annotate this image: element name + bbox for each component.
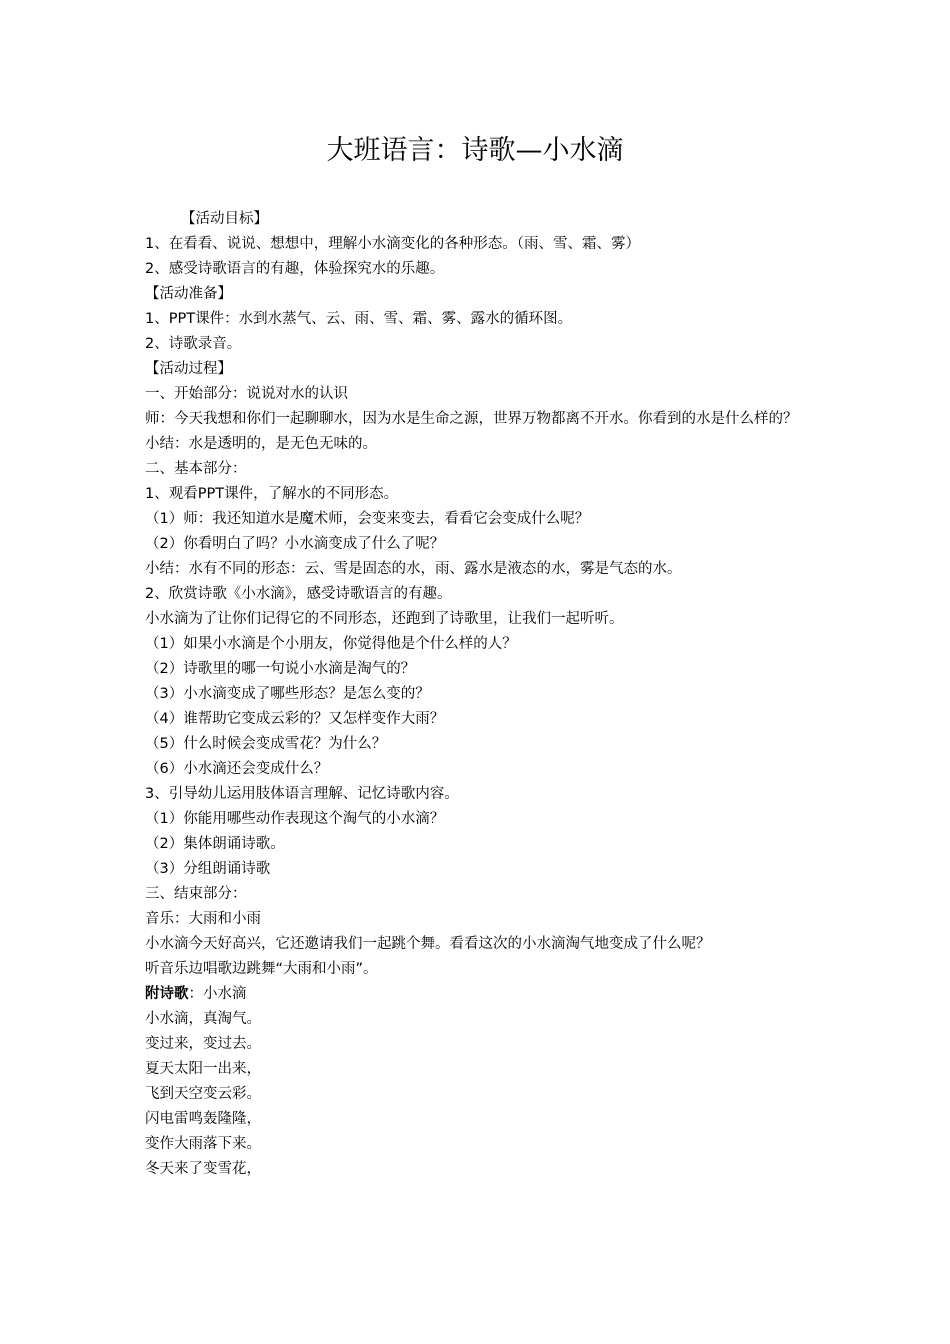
step-2-intro: 小水滴为了让你们记得它的不同形态，还跑到了诗歌里，让我们一起听听。 bbox=[145, 611, 624, 627]
step-2: 2、欣赏诗歌《小水滴》，感受诗歌语言的有趣。 bbox=[145, 586, 452, 602]
poem-heading bbox=[145, 982, 815, 1007]
poem-line-2: 变过来，变过去。 bbox=[145, 1036, 261, 1052]
step-3-item-2: （2）集体朗诵诗歌。 bbox=[145, 836, 285, 852]
poem-line-6: 变作大雨落下来。 bbox=[145, 1136, 261, 1152]
section-heading-process: 【活动过程】 bbox=[145, 361, 232, 377]
summary-line-1: 小结：水是透明的，是无色无味的。 bbox=[145, 436, 377, 452]
preparation-item-1: 1、PPT课件：水到水蒸气、云、雨、雪、霜、雾、露水的循环图。 bbox=[145, 311, 573, 327]
step-1-question-1: （1）师：我还知道水是魔术师，会变来变去，看看它会变成什么呢？ bbox=[145, 511, 590, 527]
ending-line-1: 小水滴今天好高兴，它还邀请我们一起跳个舞。看看这次的小水滴淘气地变成了什么呢？ bbox=[145, 936, 711, 952]
ending-line-2: 听音乐边唱歌边跳舞“大雨和小雨”。 bbox=[145, 961, 378, 977]
poem-line-3: 夏天太阳一出来， bbox=[145, 1061, 261, 1077]
teacher-question-paragraph: 师：今天我想和你们一起聊聊水，因为水是生命之源，世界万物都离不开水。你看到的水是什么样的？ bbox=[145, 411, 798, 427]
process-part-1-heading: 一、开始部分：说说对水的认识 bbox=[145, 386, 348, 402]
poem-line-1: 小水滴，真淘气。 bbox=[145, 1011, 261, 1027]
poem-line-5: 闪电雷鸣轰隆隆， bbox=[145, 1111, 261, 1127]
step-3-item-1: （1）你能用哪些动作表现这个淘气的小水滴？ bbox=[145, 811, 445, 827]
step-2-question-1: （1）如果小水滴是个小朋友，你觉得他是个什么样的人？ bbox=[145, 636, 517, 652]
goal-item-2: 2、感受诗歌语言的有趣，体验探究水的乐趣。 bbox=[145, 261, 445, 277]
section-heading-preparation: 【活动准备】 bbox=[145, 286, 232, 302]
step-3: 3、引导幼儿运用肢体语言理解、记忆诗歌内容。 bbox=[145, 786, 459, 802]
poem-line-7: 冬天来了变雪花， bbox=[145, 1161, 261, 1177]
poem-line-4: 飞到天空变云彩。 bbox=[145, 1086, 261, 1102]
document-title: 大班语言：诗歌—小水滴 bbox=[326, 135, 624, 166]
section-heading-goals: 【活动目标】 bbox=[181, 211, 268, 227]
poem-heading-label: 附诗歌 bbox=[145, 986, 189, 1002]
step-2-question-4: （4）谁帮助它变成云彩的？又怎样变作大雨？ bbox=[145, 711, 445, 727]
goal-item-1: 1、在看看、说说、想想中，理解小水滴变化的各种形态。（雨、雪、霜、雾） bbox=[145, 236, 640, 252]
step-3-item-3: （3）分组朗诵诗歌 bbox=[145, 861, 271, 877]
document-body bbox=[145, 207, 815, 1182]
music-line: 音乐：大雨和小雨 bbox=[145, 911, 261, 927]
step-2-question-5: （5）什么时候会变成雪花？为什么？ bbox=[145, 736, 387, 752]
summary-line-2: 小结：水有不同的形态：云、雪是固态的水，雨、露水是液态的水，雾是气态的水。 bbox=[145, 561, 682, 577]
preparation-item-2: 2、诗歌录音。 bbox=[145, 336, 242, 352]
step-1-question-2: （2）你看明白了吗？小水滴变成了什么了呢？ bbox=[145, 536, 445, 552]
step-2-question-2: （2）诗歌里的哪一句说小水滴是淘气的？ bbox=[145, 661, 416, 677]
step-2-question-6: （6）小水滴还会变成什么？ bbox=[145, 761, 329, 777]
step-1: 1、观看PPT课件，了解水的不同形态。 bbox=[145, 486, 399, 502]
poem-heading-title: ：小水滴 bbox=[188, 986, 247, 1002]
step-2-question-3: （3）小水滴变成了哪些形态？是怎么变的？ bbox=[145, 686, 430, 702]
process-part-2-heading: 二、基本部分： bbox=[145, 461, 247, 477]
process-part-3-heading: 三、结束部分： bbox=[145, 886, 247, 902]
